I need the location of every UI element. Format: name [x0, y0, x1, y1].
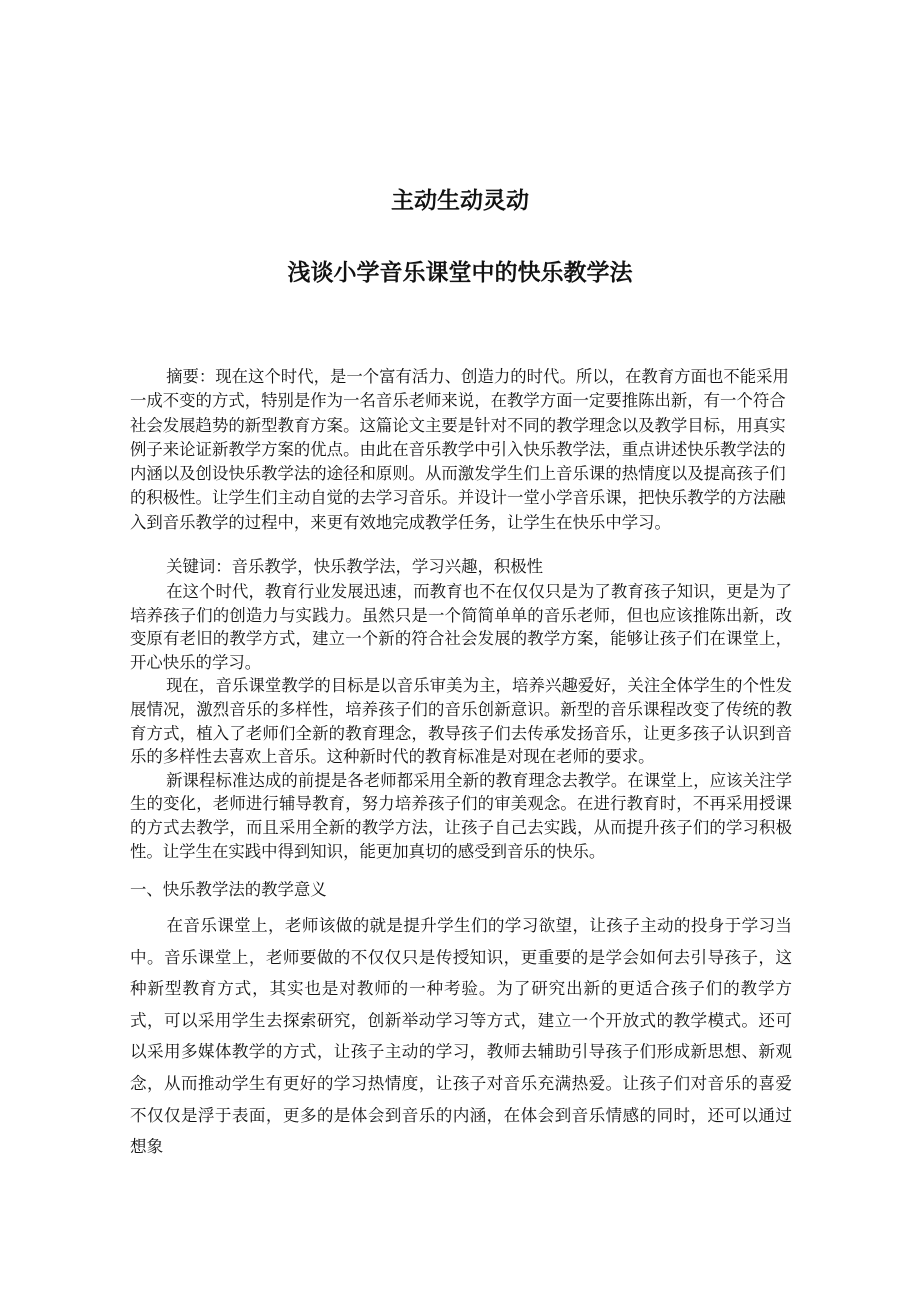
section-paragraph: 在音乐课堂上，老师该做的就是提升学生们的学习欲望，让孩子主动的投身于学习当中。音乐课堂上，老师要做的不仅仅只是传授知识，更重要的是学会如何去引导孩子，这种新型教育方式，其实也是对教师的一种考验。为了研究出新的更适合孩子们的教学方式，可以采用学生去探索研究，创新举动学习等方式，建立一个开放式的教学模式。还可以采用多媒体教学的方式，让孩子主动的学习，教师去辅助引导孩子们形成新思想、新观念，从而推动学生有更好的学习热情度，让孩子对音乐充满热爱。让孩子们对音乐的喜爱不仅仅是浮于表面，更多的是体会到音乐的内涵，在体会到音乐情感的同时，还可以通过想象: [130, 916, 792, 1157]
keywords-block: [130, 555, 792, 579]
paper-title: 主动生动灵动: [391, 188, 529, 214]
paper-subtitle: 浅谈小学音乐课堂中的快乐教学法: [287, 260, 633, 286]
keywords-text: 关键词：音乐教学，快乐教学法，学习兴趣，积极性: [166, 557, 544, 576]
intro-paragraph: 现在，音乐课堂教学的目标是以音乐审美为主，培养兴趣爱好，关注全体学生的个性发展情况，激烈音乐的多样性，培养孩子们的音乐创新意识。新型的音乐课程改变了传统的教育方式，植入了老师们全新的教育理念，教导孩子们去传承发扬音乐，让更多孩子认识到音乐的多样性去喜欢上音乐。这种新时代的教育标准是对现在老师的要求。: [130, 676, 792, 767]
intro-paragraph: 在这个时代，教育行业发展迅速，而教育也不在仅仅只是为了教育孩子知识，更是为了培养孩子们的创造力与实践力。虽然只是一个简简单单的音乐老师，但也应该推陈出新，改变原有老旧的教学方式，建立一个新的符合社会发展的教学方案，能够让孩子们在课堂上，开心快乐的学习。: [130, 582, 792, 672]
intro-body: [130, 580, 792, 863]
intro-paragraph: 新课程标准达成的前提是各老师都采用全新的教育理念去教学。在课堂上，应该关注学生的变化，老师进行辅导教育，努力培养孩子们的审美观念。在进行教育时，不再采用授课的方式去教学，而且采用全新的教学方法，让孩子自己去实践，从而提升孩子们的学习积极性。让学生在实践中得到知识，能更加真切的感受到音乐的快乐。: [130, 770, 792, 861]
abstract-text: 摘要：现在这个时代，是一个富有活力、创造力的时代。所以，在教育方面也不能采用一成不变的方式，特别是作为一名音乐老师来说，在教学方面一定要推陈出新，有一个符合社会发展趋势的新型教育方案。这篇论文主要是针对不同的教学理念以及教学目标，用真实例子来论证新教学方案的优点。由此在音乐教学中引入快乐教学法，重点讲述快乐教学法的内涵以及创设快乐教学法的途径和原则。从而激发学生们上音乐课的热情度以及提高孩子们的积极性。让学生们主动自觉的去学习音乐。并设计一堂小学音乐课，把快乐教学的方法融入到音乐教学的过程中，来更有效地完成教学任务，让学生在快乐中学习。: [130, 367, 789, 532]
section-heading: 一、快乐教学法的教学意义: [130, 880, 327, 899]
section-body: [130, 910, 792, 1163]
abstract-block: [130, 365, 792, 535]
